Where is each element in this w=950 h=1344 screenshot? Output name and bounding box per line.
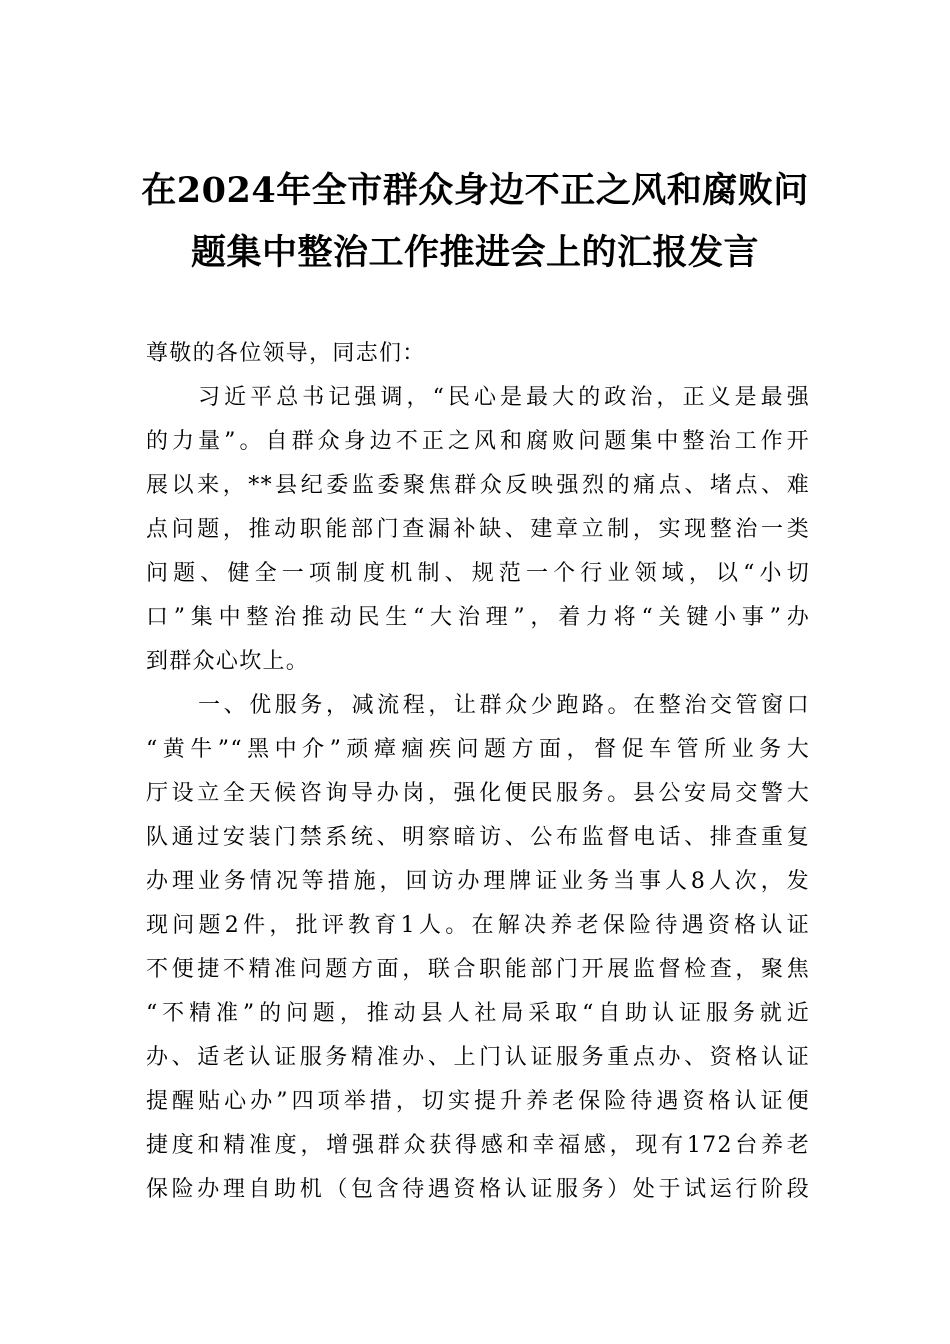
paragraph-line: 保险办理自助机（包含待遇资格认证服务）处于试运行阶段 [146,1177,810,1202]
paragraph-line: 队通过安装门禁系统、明察暗访、公布监督电话、排查重复 [146,825,810,850]
title-line: 题集中整治工作推进会上的汇报发言 [190,232,759,273]
document-body [146,332,810,1212]
paragraph-line: 习近平总书记强调，“民心是最大的政治，正义是最强 [198,385,810,410]
paragraph-line: “不精准”的问题，推动县人社局采取“自助认证服务就近 [146,1001,810,1026]
paragraph-section-one [146,684,810,1212]
paragraph-line: 一、优服务，减流程，让群众少跑路。在整治交管窗口 [198,693,810,718]
paragraph-line: 问题、健全一项制度机制、规范一个行业领域，以“小切 [146,561,810,586]
paragraph-line: “黄牛”“黑中介”顽瘴痼疾问题方面，督促车管所业务大 [146,737,810,762]
paragraph-line: 提醒贴心办”四项举措，切实提升养老保险待遇资格认证便 [146,1089,810,1114]
paragraph-line: 办、适老认证服务精准办、上门认证服务重点办、资格认证 [146,1045,810,1070]
paragraph-line: 口”集中整治推动民生“大治理”，着力将“关键小事”办 [146,605,810,630]
document-title [120,160,830,284]
paragraph-line: 办理业务情况等措施，回访办理牌证业务当事人8人次，发 [146,869,810,894]
paragraph-line: 点问题，推动职能部门查漏补缺、建章立制，实现整治一类 [146,517,810,542]
paragraph-line: 到群众心坎上。 [146,649,310,674]
paragraph-line: 厅设立全天候咨询导办岗，强化便民服务。县公安局交警大 [146,781,810,806]
paragraph-line: 捷度和精准度，增强群众获得感和幸福感，现有172台养老 [146,1133,810,1158]
title-line: 在2024年全市群众身边不正之风和腐败问 [141,170,809,211]
paragraph-line: 现问题2件，批评教育1人。在解决养老保险待遇资格认证 [146,913,810,938]
paragraph-intro [146,376,810,684]
paragraph-line: 的力量”。自群众身边不正之风和腐败问题集中整治工作开 [146,429,810,454]
paragraph-line: 展以来，**县纪委监委聚焦群众反映强烈的痛点、堵点、难 [146,473,810,498]
salutation: 尊敬的各位领导，同志们： [146,341,426,366]
paragraph-line: 不便捷不精准问题方面，联合职能部门开展监督检查，聚焦 [146,957,810,982]
